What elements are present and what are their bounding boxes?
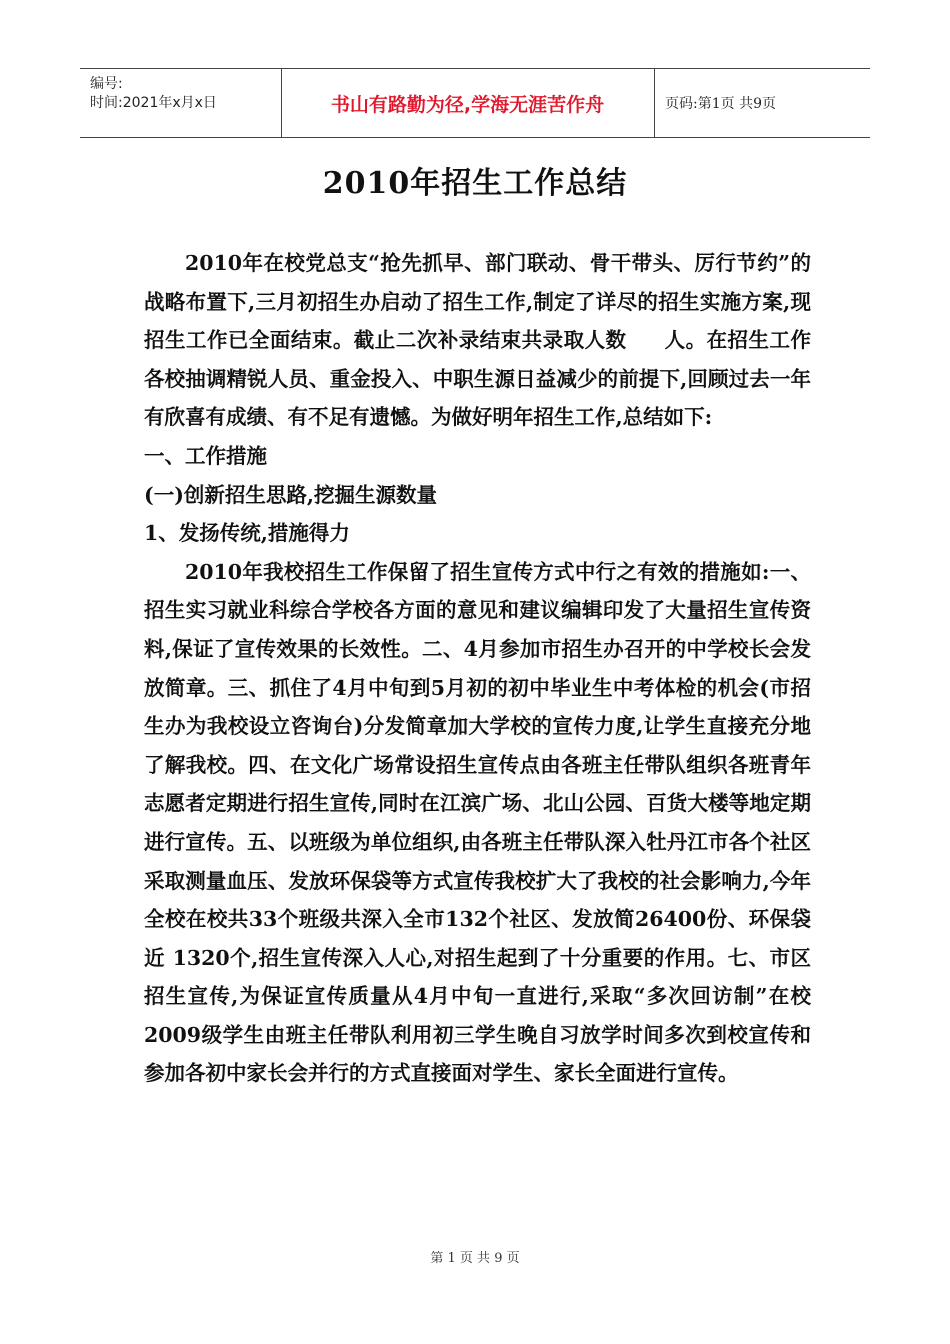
document-time-label: 时间:2021年x月x日 (90, 95, 217, 111)
header-page-cell (655, 69, 870, 137)
page-footer: 第 1 页 共 9 页 (430, 1251, 520, 1266)
document-number-label: 编号: (90, 76, 123, 92)
header-motto: 书山有路勤为径,学海无涯苦作舟 (330, 93, 605, 116)
subsection-heading: (一)创新招生思路,挖掘生源数量 (144, 482, 438, 507)
header-meta-cell (80, 69, 282, 137)
document-header (80, 68, 870, 138)
section-heading: 一、工作措施 (144, 443, 267, 468)
header-motto-cell (281, 69, 655, 137)
header-page-info: 页码:第1页 共9页 (665, 96, 776, 112)
item-heading: 1、发扬传统,措施得力 (144, 521, 350, 546)
measures-paragraph: 2010年我校招生工作保留了招生宣传方式中行之有效的措施如:一、招生实习就业科综合学校各方面的意见和建议编辑印发了大量招生宣传资料,保证了宣传效果的长效性。二、4月参加市招生办召开的中学校长会发放简章。三、抓住了4月中旬到5月初的初中毕业生中考体检的机会(市招生办为我校设立咨询台)分发简章加大学校的宣传力度,让学生直接充分地了解我校。四、在文化广场常设招生宣传点由各班主任带队组织各班青年志愿者定期进行招生宣传,同时在江滨广场、北山公园、百货大楼等地定期进行宣传。五、以班级为单位组织,由各班主任带队深入牡丹江市各个社区采取测量血压、发放环保袋等方式宣传我校扩大了我校的社会影响力,今年全校在校共33个班级共深入全市132个社区、发放简26400份、环保袋近 1320个,招生宣传深入人心,对招生起到了十分重要的作用。七、市区招生宣传,为保证宣传质量从4月中旬一直进行,采取“多次回访制”在校2009级学生由班主任带队利用初三学生晚自习放学时间多次到校宣传和参加各初中家长会并行的方式直接面对学生、家长全面进行宣传。 (144, 559, 811, 1086)
document-title: 2010年招生工作总结 (322, 166, 628, 201)
document-body (144, 244, 811, 1093)
intro-paragraph: 2010年在校党总支“抢先抓早、部门联动、骨干带头、厉行节约”的战略布置下,三月初招生办启动了招生工作,制定了详尽的招生实施方案,现招生工作已全面结束。截止二次补录结束共录取人数 人。在招生工作各校抽调精锐人员、重金投入、中职生源日益减少的前提下,回顾过去一年有欣喜有成绩、有不足有遗憾。为做好明年招生工作,总结如下: (144, 251, 811, 430)
